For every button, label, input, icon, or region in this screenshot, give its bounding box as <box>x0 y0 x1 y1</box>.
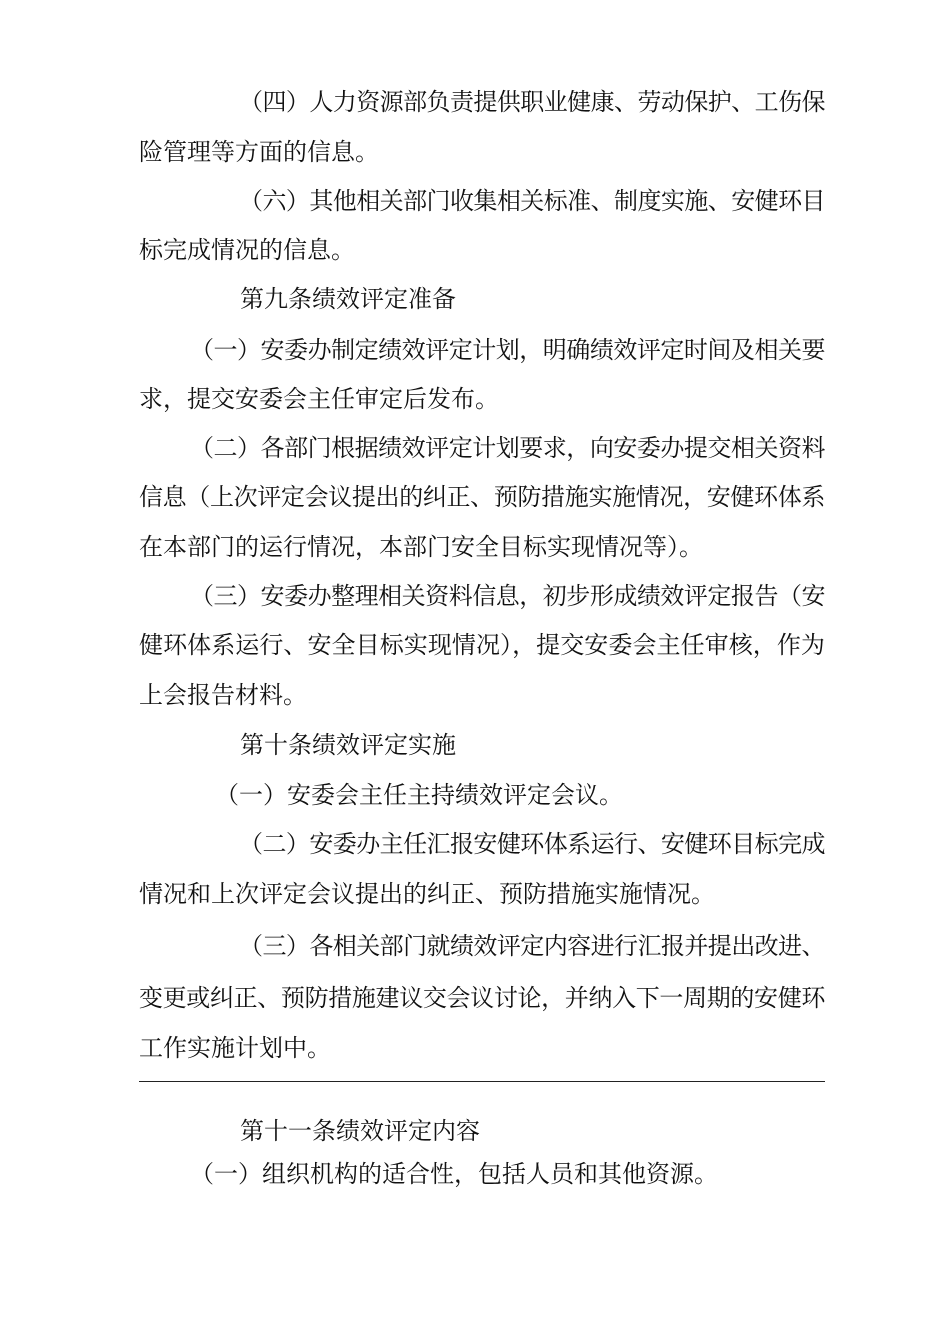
paragraph-line: （一）安委办制定绩效评定计划，明确绩效评定时间及相关要 <box>190 336 825 364</box>
paragraph-line: （四）人力资源部负责提供职业健康、劳动保护、工伤保 <box>239 88 825 116</box>
paragraph-line: 在本部门的运行情况，本部门安全目标实现情况等）。 <box>139 533 703 561</box>
paragraph-line: （三）安委办整理相关资料信息，初步形成绩效评定报告（安 <box>190 582 825 610</box>
paragraph-line: （六）其他相关部门收集相关标准、制度实施、安健环目 <box>239 187 825 215</box>
paragraph-line: 情况和上次评定会议提出的纠正、预防措施实施情况。 <box>139 880 715 908</box>
paragraph-line: 健环体系运行、安全目标实现情况），提交安委会主任审核，作为 <box>139 631 825 659</box>
page-divider <box>139 1081 825 1082</box>
paragraph-line: 工作实施计划中。 <box>139 1034 331 1062</box>
paragraph-line: 信息（上次评定会议提出的纠正、预防措施实施情况，安健环体系 <box>139 483 825 511</box>
paragraph-line: 上会报告材料。 <box>139 681 307 709</box>
paragraph-line: 标完成情况的信息。 <box>139 236 355 264</box>
section-heading-9: 第九条绩效评定准备 <box>240 285 456 313</box>
section-heading-11: 第十一条绩效评定内容 <box>240 1117 480 1145</box>
paragraph-line: 变更或纠正、预防措施建议交会议讨论，并纳入下一周期的安健环 <box>139 984 825 1012</box>
paragraph-line: （二）各部门根据绩效评定计划要求，向安委办提交相关资料 <box>190 434 825 462</box>
paragraph-line: （二）安委办主任汇报安健环体系运行、安健环目标完成 <box>239 830 825 858</box>
paragraph-line: （一）组织机构的适合性，包括人员和其他资源。 <box>190 1160 718 1188</box>
paragraph-line: （三）各相关部门就绩效评定内容进行汇报并提出改进、 <box>239 932 825 960</box>
paragraph-line: 求，提交安委会主任审定后发布。 <box>139 385 499 413</box>
paragraph-line: （一）安委会主任主持绩效评定会议。 <box>215 781 623 809</box>
paragraph-line: 险管理等方面的信息。 <box>139 138 379 166</box>
section-heading-10: 第十条绩效评定实施 <box>240 731 456 759</box>
